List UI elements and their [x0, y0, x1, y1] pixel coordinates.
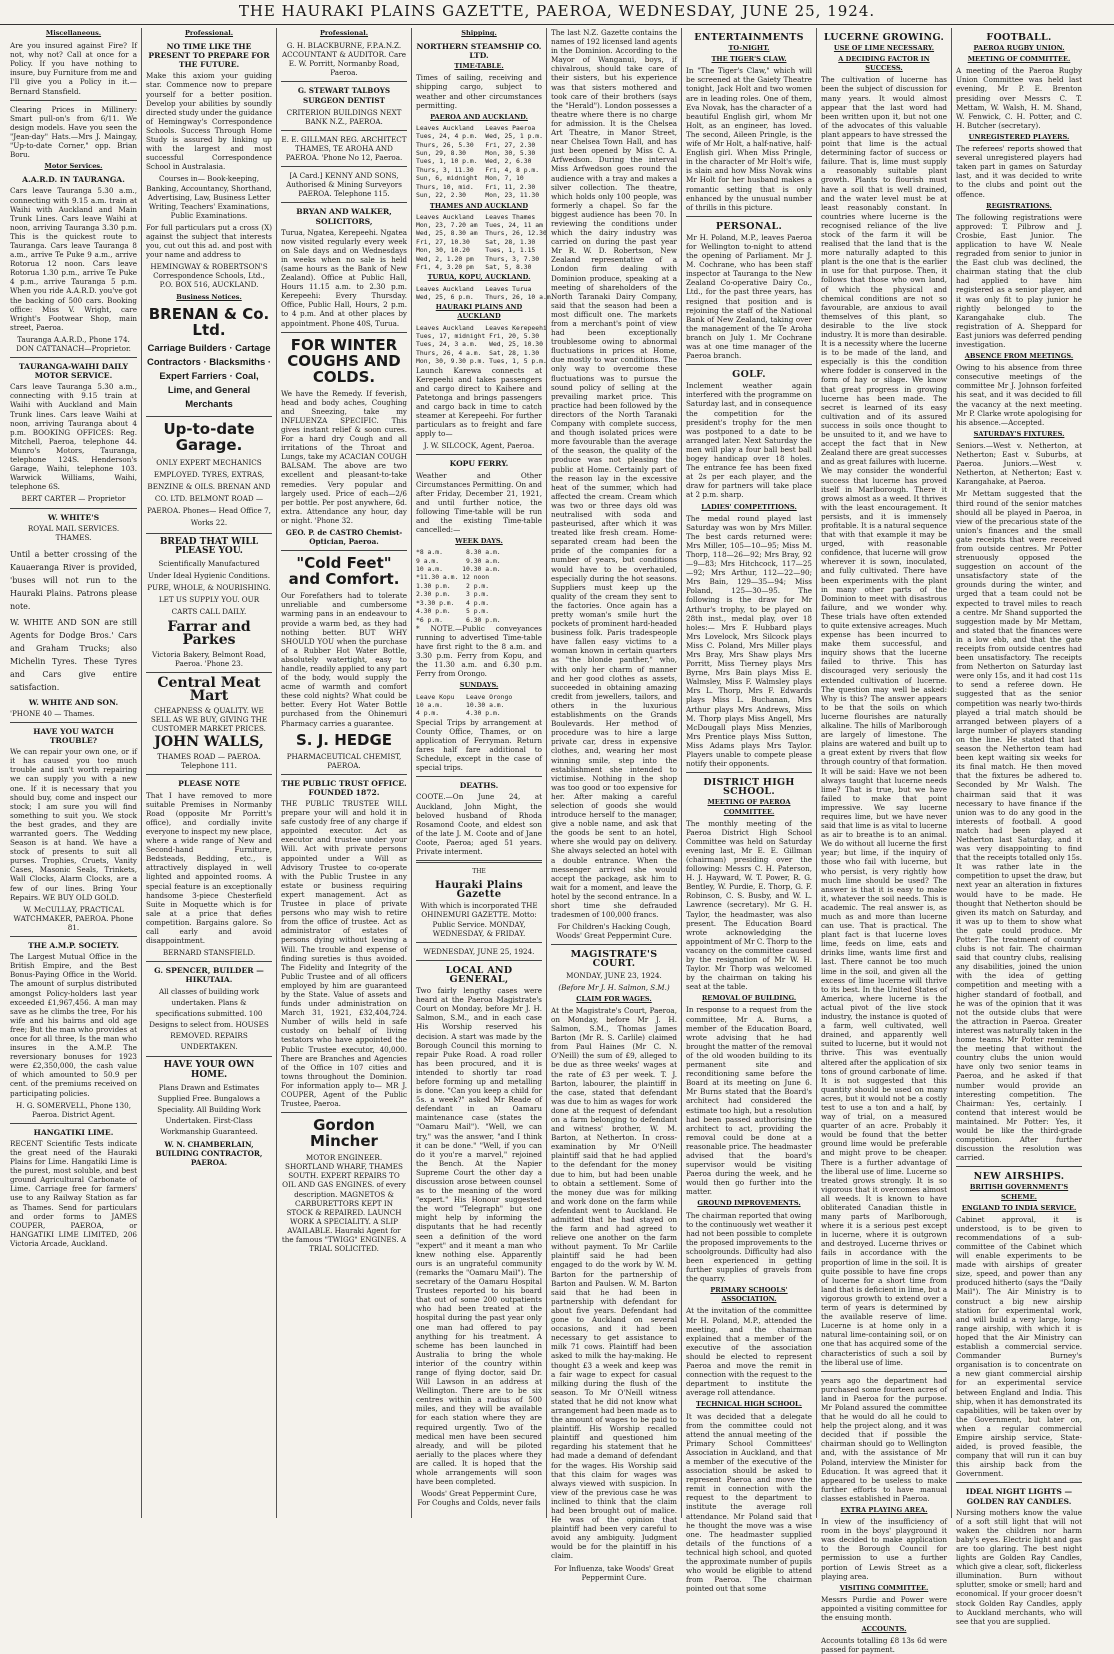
article-body: The following registrations were approved: T. Pilbrow and J. Crosbie, East Junior. The application to have W. Neale regraded from senior to junior in the East club was declined, the chairman stating that the club had applied to have him registered as a senior player, and it was only fit to play junior he rightly belonged to the Karangahake club. The registration of A. Sheppard for East juniors was deferred pending investigation.	[956, 212, 1082, 349]
ad-body: Nursing mothers know the value of a soft still light that will not waken the children nor harm baby's eyes. Electric light and gas are too glaring. The best night lights are Golden Ray Candles, which give a clear, soft, flickerless illumination. Burn without splutter, smoke or smell; hard and economical. If your grocer doesn't stock Golden Ray Candles, apply to Auckland merchants, who will see that you are supplied.	[956, 1507, 1082, 1626]
subheading: MEETING OF COMMITTEE.	[967, 55, 1071, 64]
ad-body: MOTOR ENGINEER. SHORTLAND WHARF, THAMES SOUTH. EXPERT REPAIRS TO OIL AND GAS ENGINES. of every description. MAGNETOS & CARBURETTORS KEPT IN STOCK & REPAIRED. LAUNCH WORK A SPECIALITY. A SLIP AVAILABLE. Hauraki Agent for the famous "TWIGG" ENGINES. A TRIAL SOLICITED.	[281, 1153, 407, 1254]
subheading: HAURAKI PLAINS AND AUCKLAND	[435, 303, 523, 321]
ad-body: For Influenza, take Woods' Great Peppermint Cure.	[554, 1563, 674, 1582]
body-text: Launch Karewa connects at Kerepeehi and takes passengers and cargo direct to Kaihere and Patetonga and brings passengers and cargo back in time to catch steamer at Kerepeehi. For further particulars as to freight and fare apply to—	[416, 365, 542, 439]
subheading: TIME-TABLE.	[454, 62, 504, 71]
section-heading: Professional.	[319, 29, 369, 37]
subheading: PAEROA AND AUCKLAND.	[430, 112, 528, 121]
ad-body: We can repair your own one, or if it has caused you too much trouble and isn't worth repairing we can supply you with a new one. If it is necessary that you should buy, come and inspect our stock; I am sure you will find something to suit you. We stock the best grades, and they are warranted goers. The Wedding Season is at hand. We have a stock of presents to suit all purses. Trophies, Cruets, Vanity Cases, Masonic Seals, Trinkets, Wall Clocks, Alarm Clocks, are a few of our lines. Bring Your Repairs. WE BUY OLD GOLD.	[10, 747, 137, 902]
meat-title: Central Meat Mart	[157, 675, 261, 704]
ad-heading: THE PUBLIC TRUST OFFICE. FOUNDED 1872.	[281, 778, 407, 797]
timetable: Leaves Auckland Leaves Thames Mon, 23, 7.20 am Tues, 24, 11 am Wed, 25, 8.30 am Thurs, 26, 12.30 Fri, 27, 10.30 Sat, 28, 1.30 Mon, 30, 10.20 Tues, 1, 1.15 Wed, 2, 1.20 pm Thurs, 3, 7.30 Fri, 4, 3.20 pm Sat, 5, 8.30	[416, 212, 547, 272]
body-text: * NOTE.—Public conveyances running to advertised Time-table have first right to the 8 a.m. and 3.30 p.m. Ferry from Kopu, and the 11.30 a.m. and 6.30 p.m. Ferry from Orongo.	[416, 623, 542, 679]
article-body: The referees' reports showed that several unregistered players had taken part in games on Saturday last, and it was decided to write to the clubs and point out the offence.	[956, 144, 1082, 199]
ad-body: RECENT Scientific Tests indicate the great need of the Hauraki Plains for Lime. Hangatiki Lime is the purest, most soluble, and best ground Agricultural Carbonate of Lime. Carriage free for farmers' use to any Railway Station as far as Thames. Send for particulars and order forms to JAMES COUPER, PAEROA, or HANGATIKI LIME LIMITED, 206 Victoria Arcade, Auckland.	[10, 1138, 137, 1248]
ad-body: Until a better crossing of the Kauaeranga River is provided, 'buses will not run to the Hauraki Plains. Patrons please note.	[10, 549, 137, 611]
column-8	[951, 28, 1086, 1626]
ad-body: Plans Drawn and Estimates Supplied Free. Bungalows a Speciality. All Building Work Undertaken. First-Class Workmanship Guaranteed.	[157, 1082, 261, 1136]
article-body: The chairman reported that owing to the continuously wet weather it had not been possible to complete the proposed improvements to the schoolgrounds. Difficulty had also been experienced in getting further supplies of gravels from the quarry.	[686, 1210, 812, 1284]
body-text: Weather and Other Circumstances Permitting. On and after Friday, December 21, 1921, and until further notice, the following Time-table will be run and the existing Time-table cancelled:—	[416, 470, 542, 535]
article-subheading: MONDAY, JUNE 23, 1924.	[566, 970, 662, 980]
subheading: TO-NIGHT.	[728, 44, 770, 53]
article-body: Mr H. Poland, M.P., leaves Paeroa for Wellington to-night to attend the opening of Parliament. Mr J. M. Cochrane, who has been staff inspector at Tauranga to the New Zealand Co-operative Dairy Co., Ltd., for the past three years, has resigned that position and is rejoining the staff of the National Bank of New Zealand, taking over the management of the Te Aroha branch on July 1. Mr Cochrane was at one time manager of the Paeroa branch.	[686, 232, 812, 361]
article-heading: LOCAL AND GENERAL,	[445, 964, 513, 985]
subheading: PRIMARY SCHOOLS' ASSOCIATION.	[710, 1286, 788, 1304]
subheading: SUNDAYS.	[459, 681, 499, 690]
subheading: PAEROA RUGBY UNION.	[973, 44, 1065, 53]
millinery-ad: Clearing Prices in Millinery: Smart pull-on's from 6/11. We design models. Have you seen the "Jean-day" Hats.—Mrs J. Maingay, "Up-to-date Corner," opp. Brian Boru.	[10, 104, 137, 160]
article-heading: GOLF.	[732, 369, 766, 381]
paper-title-small: THE	[472, 868, 486, 876]
ad-body: THE PUBLIC TRUSTEE WILL prepare your will and hold it in safe custody free of any charge if appointed executor. Act as executor and trustee under your Will. Act with private persons appointed under a Will as Advisory Trustee to co-operate with the Public Trustee in any estate or business requiring expert management. Act as Trustee in place of private persons who may wish to retire from the office of trustee. Act as administrator of estates of persons dying without leaving a Will. The trouble and expense of finding sureties is thus avoided. The Fidelity and Integrity of the Public Trustee and of all officers employed by him are guaranteed by the State. Value of assets and funds under administration on March 31, 1921, £32,404,724. Number of wills held in safe custody on behalf of living testators who have appointed the Public Trustee executor, 40,000. There are Branches and Agencies of the Office in 107 cities and towns throughout the Dominion. For information apply to— MR J. COUPER, Agent of the Public Trustee, Paeroa.	[281, 799, 407, 1109]
column-1	[6, 28, 141, 1518]
ad-heading: A.A.R.D. IN TAURANGA.	[22, 175, 125, 185]
ad-heading: IDEAL NIGHT LIGHTS — GOLDEN RAY CANDLES.	[965, 1487, 1073, 1506]
subheading: VISITING COMMITTEE.	[839, 1583, 929, 1592]
article-body: In "The Tiger's Claw," which will be screened at the Gaiety Theatre tonight, Jack Holt and two women are in leading roles. One of them, Eva Novak, has the character of a beautiful English girl, whom Mr Holt, as an engineer, has loved. The second, Aileen Pringle, is the wife of Mr Holt, a half-native, half-English girl. When Miss Pringle, in the character of Mr Holt's wife, is slain and how Miss Novak wins Mr Holt for her husband makes a romantic setting that is only enhanced by the unusual number of thrills in this picture.	[686, 66, 812, 212]
section-heading: Shipping.	[461, 29, 497, 37]
article-heading: LUCERNE GROWING.	[823, 32, 945, 43]
ad-heading: NO TIME LIKE THE PRESENT TO PREPARE FOR THE FUTURE.	[148, 42, 270, 70]
ad-heading: BREAD THAT WILL PLEASE YOU.	[159, 536, 259, 556]
article-body: In response to a request from the committee, Mr A. Burns, a member of the Education Board, wrote advising that he had brought the matter of the removal of the old wooden building to its permanent site and reconditioning same before the Board at its meeting on June 6. Mr Burns stated that the Board's architect had considered the estimate too high, but a resolution had been passed authorising the architect to act, providing the removal could be done at a reasonable price. The headmaster advised that the board's supervisor would be visiting Paeroa during the week, and he would then go further into the matter.	[686, 1005, 812, 1197]
ad-subheading: PHARMACEUTICAL CHEMIST, PAEROA.	[286, 751, 402, 770]
ad-body: Victoria Bakery, Belmont Road, Paeroa. 'Phone 23.	[152, 649, 266, 668]
subheading: LADIES' COMPETITIONS.	[701, 502, 797, 511]
subheading: THE TIGER'S CLAW.	[711, 55, 787, 64]
walls-title: JOHN WALLS,	[154, 734, 264, 751]
ad-body: ONLY EXPERT MECHANICS EMPLOYED. TYRES, EXTRAS, BENZINE & OILS. BRENAN AND CO. LTD. BELMONT ROAD — PAEROA. Phones— Head Office 7, Works 22.	[147, 457, 271, 527]
hedge-title: S. J. HEDGE	[295, 730, 393, 749]
ad-body: Courses in— Book-keeping, Banking, Accountancy, Shorthand, Advertising, Law, Business Letter Writing, Teachers' Examinations, Public Examinations.	[146, 174, 272, 220]
section-heading: Professional.	[184, 29, 234, 37]
ad-body: THAMES ROAD — PAEROA. Telephone 111.	[157, 752, 261, 771]
ad-heading: HANGATIKI LIME.	[33, 1127, 114, 1137]
article-heading: PERSONAL.	[715, 220, 783, 232]
ad-heading: W. WHITE AND SON.	[28, 697, 119, 707]
masthead: THE HAURAKI PLAINS GAZETTE, PAEROA, WEDNESDAY, JUNE 25, 1924.	[0, 0, 1114, 25]
card: CRITERION BUILDINGS NEXT BANK N.Z., PAEROA.	[286, 107, 402, 126]
section-heading: Motor Services.	[44, 162, 103, 171]
ad-heading: BRYAN AND WALKER, SOLICITORS,	[296, 207, 392, 226]
article-heading: MAGISTRATE'S COURT.	[570, 949, 658, 970]
ad-signature: J. W. SILCOCK, Agent, Paeroa.	[423, 441, 535, 451]
ad-subheading: ROYAL MAIL SERVICES. THAMES.	[27, 523, 120, 542]
ad-signature: W. N. CHAMBERLAIN, BUILDING CONTRACTOR, PAEROA.	[155, 1139, 263, 1167]
ad-body: 'PHONE 40 — Thames.	[10, 708, 95, 718]
ad-heading: KOPU FERRY.	[449, 459, 509, 469]
subheading: WEEK DAYS.	[455, 537, 503, 546]
ad-body: Cars leave Tauranga 5.30 a.m., connecting with 9.15 a.m. train at Waihi with Auckland and Main Trunk Lines. Cars leave Waihi at noon, arriving Tauranga 3.30 p.m. This is the quickest route to Tauranga. Cars leave Tauranga 8 a.m., arrive Te Puke 9 a.m., arrive Rotorua 12 noon. Cars leave Rotorua 1.30 p.m., arrive Te Puke 4 p.m., arrive Tauranga 5 p.m. When you ride A.A.R.D. you've got the backing of 500 cars. Booking office: Miss V. Wright, care Wright's Footwear Shop, main street, Paeroa.	[10, 186, 137, 332]
subheading: TURUA, KOPU, AUCKLAND.	[427, 273, 531, 282]
column-4	[411, 28, 555, 1518]
timetable: *8 a.m. 8.30 a.m. 9 a.m. 9.30 a.m. 10 a.m. 10.30 a.m. *11.30 a.m. 12 noon 1.30 p.m. 2 p.m. 2.30 p.m. 3 p.m. *3.30 p.m. 4 p.m. 4.30 p.m. 5 p.m. *6 p.m. 6.30 p.m.	[416, 548, 501, 624]
subheading: A DECIDING FACTOR IN SUCCESS.	[838, 55, 930, 73]
mincher-title: Gordon Mincher	[310, 1116, 378, 1151]
ad-body: All classes of building work undertaken. Plans & specifications submitted. 100 Designs to select from. HOUSES REMOVED. REPAIRS UNDERTAKEN.	[149, 987, 269, 1052]
article-heading: FOOTBALL.	[986, 32, 1052, 43]
ad-body: For Children's Hacking Cough, Woods' Great Peppermint Cure.	[556, 922, 672, 941]
article-body: Messrs Purdie and Power were appointed a visiting committee for the ensuing month.	[821, 1594, 947, 1623]
subheading: CLAIM FOR WAGES.	[576, 994, 652, 1003]
paper-title: Hauraki Plains Gazette	[435, 880, 523, 901]
section-heading: Miscellaneous.	[45, 29, 102, 37]
issue-date: WEDNESDAY, JUNE 25, 1924.	[423, 946, 535, 956]
ad-body: For full particulars put a cross (X) against the subject that interests you, cut out this ad. and post with your name and address to	[146, 222, 272, 260]
article-subheading: (Before Mr J. H. Salmon, S.M.)	[558, 982, 670, 992]
ad-signature: GEO. P. de CASTRO Chemist-Optician, Paeroa.	[285, 528, 403, 547]
column-5	[546, 28, 681, 1582]
ad-signature: HEMINGWAY & ROBERTSON'S Correspondence Schools, Ltd., P.O. BOX 516, AUCKLAND.	[150, 262, 268, 290]
ad-signature: BERT CARTER — Proprietor	[21, 494, 126, 504]
farrar-title: Farrar and Parkes	[167, 618, 251, 648]
ad-body: We have the Remedy. If feverish, head and body aches, Coughing and Sneezing, take my INFLUENZA SPECIFIC. This gives instant relief & soon cures. For a hard dry Cough and all irritations of the Throat and Lungs, take my ACACIAN COUGH BALSAM. The above are two excellent and pleasant-to-take remedies. Very popular and largely used. Price of each—2/6 per bottle. Per post anywhere, 6d. extra. Attendance any hour, day or night. 'Phone 32.	[281, 388, 407, 525]
newspaper-columns	[6, 28, 1108, 1654]
article-body: A meeting of the Paeroa Rugby Union Committee was held last evening, Mr P. E. Brenton presiding over Messrs C. T. Mettam, W. Walsh, H. M. Shand, W. Fenwick, C. H. Potter, and C. H. Butcher (secretary).	[956, 66, 1082, 130]
card: E. E. GILLMAN REG. ARCHITECT THAMES, TE AROHA AND PAEROA. 'Phone No 12, Paeroa.	[281, 134, 407, 163]
article-body: At the Magistrate's Court, Paeroa, on Monday, before Mr J. H. Salmon, S.M., Thomas James Barton (Mr R. S. Carlile) claimed from Paul Haines (Mr C. N. O'Neill) the sum of £9, alleged to be due as three weeks' wages at the rate of £3 per week. T. J. Barton, labourer, the plaintiff in the case, stated that defendant was due to him as wages for work done at the request of defendant on a farm belonging to defendant and witness' brother, W. M. Barton, at Netherton. In cross-examination by Mr O'Neill plaintiff said that he had applied to the defendant for the money due to him, but had been unable to obtain a settlement. Some of the money due was for milking and work done on the farm while defendant went to Auckland. He admitted that he had stayed on the farm and had agreed to relieve one another on the farm without payment. To Mr Carlile plaintiff said he had been engaged to do the work by W. M. Barton for the partnership of Barton and Paulsen. W. M. Barton said that he had been in partnership with defendant for about five years. Defendant had gone to Auckland on several occasions, and it had been necessary to get assistance to milk 71 cows. Plaintiff had been asked to milk the hay-making. He thought £3 a week and keep was a fair wage to expect for casual milking during the flush of the season. To Mr O'Neill witness stated that he did not know what arrangement had been made as to the amount of wages to be paid to plaintiff. His Worship recalled plaintiff and questioned him regarding his statement that he had made a demand of defendant for the wages. His Worship said that this claim for wages was always viewed with suspicion. In view of the previous case he was inclined to think that the claim had been brought out of malice. He was of the opinion that plaintiff had been very careful to avoid any ambiguity. Judgment would be for the plaintiff in his claim.	[551, 1005, 677, 1561]
article-body: Inclement weather again interfered with the programme on Saturday last, and in consequence the competition for the president's trophy for the men was postponed to a date to be arranged later. Next Saturday the men will play a four ball best ball bogey handicap over 18 holes. The entrance fee has been fixed at 2s per each player, and the draw for partners will take place at 2 p.m. sharp.	[686, 381, 812, 500]
subheading: THAMES AND AUCKLAND	[429, 201, 529, 210]
article-body: It was decided that a delegate from the committee could not attend the annual meeting of the Primary School Committees' Association in Auckland, and that a member of the executive of the association should be asked to represent Paeroa and move the remit in connection with the request to the department to institute the average roll attendance. Mr Poland said that he thought the move was a wise one. The headmaster supplied details of the functions of a technical high school, and quoted the approximate number of pupils who would be eligible to attend from Paeroa. The chairman pointed out that some	[686, 1411, 812, 1594]
cold-feet-title: "Cold Feet" and Comfort.	[288, 554, 400, 589]
ad-body: Carriage Builders · Cartage Contractors · Blacksmiths · Expert Farriers · Coal, Lime, and General Merchants	[146, 342, 272, 410]
ad-body: CHEAPNESS & QUALITY. WE SELL AS WE BUY, GIVING THE CUSTOMER MARKET PRICES.	[150, 706, 268, 734]
subheading: ENGLAND TO INDIA SERVICE.	[961, 1203, 1077, 1212]
timetable: Leaves Auckland Leaves Paeroa Tues, 24, 4 p.m. Wed, 25, 1 p.m. Thurs, 26, 5.30 Fri, 27, 2.30 Sun, 29, 8.30 Mon, 30, 5.30 Tues, 1, 10 p.m. Wed, 2, 6.30 Thurs, 3, 11.30 Fri, 4, 8 p.m. Sun, 6, midnight Mon, 7, 10 Thurs, 10, mid. Fri, 11, 2.30 Sun, 22, 2.30 Mon, 23, 11.30	[416, 123, 543, 200]
ad-body: Woods' Great Peppermint Cure, For Coughs and Colds, never fails	[417, 1489, 541, 1508]
garage-title: Up-to-date Garage.	[163, 419, 255, 454]
article-body: The monthly meeting of the Paeroa District High School Committee was held on Saturday evening last, Mr E. E. Gillman (chairman) presiding over the following: Messrs C. H. Paterson, H. J. Hayward, W. T. Power, R. G. Bentley, W. Purdie, E. Thorp, G. F. Robinson, C. S. Busby, and W. L. Lawrence (secretary). Mr G. H. Taylor, the headmaster, was also present. The Education Board wrote acknowledging the appointment of Mr C. Thorp to the vacancy on the committee caused by the resignation of Mr W. H. Taylor. Mr Thorp was welcomed by the chairman on taking his seat at the table.	[686, 818, 813, 992]
ad-body: W. WHITE AND SON are still Agents for Dodge Bros.' Cars and Graham Trucks; also Michelin Tyres. These Tyres and Cars give entire satisfaction.	[10, 617, 137, 692]
subheading: USE OF LIME NECESSARY.	[833, 44, 935, 53]
timetable: Leaves Auckland Leaves Turua Wed, 25, 6 p.m. Thurs, 26, 10 a.m.	[416, 284, 555, 301]
article-body: Accounts totalling £8 13s 6d were passed for payment.	[821, 1636, 947, 1654]
subheading: ACCOUNTS.	[861, 1625, 907, 1634]
body-text: COOTE.—On June 24, at Auckland, John Might, the beloved husband of Rhoda Rosamond Coote, and eldest son of the late J. M. Coote and of Jane Coote, Paeroa; aged 51 years. Private interment.	[416, 792, 542, 856]
article-body: years ago the department had purchased some fourteen acres of land in Paeroa for the purpose. Mr Poland assured the committee that he would do all he could to help the project along, and it was decided that if possible the chairman should go to Wellington and, with the assistance of Mr Poland, interview the Minister for Education. It was agreed that it appeared to be useless to make further efforts to have manual classes established in Paeroa.	[821, 1375, 947, 1503]
ad-body: That I have removed to more suitable Premises in Normanby Road (opposite Mr Porritt's office), and cordially invite everyone to inspect my new place, where a wide range of New and Second-hand Furniture, Bedsteads, Bedding, etc., is attractively displayed in well lighted and appointed rooms. A special feature is an exceptionally handsome 3-piece Chesterfield Suite in Moquette which is for sale at a price that defies competition. Bargains galore. So call early and avoid disappointment.	[146, 790, 272, 946]
body-text: Times of sailing, receiving and shipping cargo, subject to weather and other circumstances permitting.	[416, 73, 542, 110]
column-2	[141, 28, 276, 1518]
column-7	[816, 28, 951, 1654]
article-body: Seniors.—West v. Netherton, at Netherton; East v. Suburbs, at Paeroa. Juniors.—West v. Netherton, at Netherton; East v. Karangahake, at Paeroa.	[956, 440, 1082, 487]
card: G. STEWART TALBOYS SURGEON DENTIST	[297, 86, 391, 105]
article-heading: DISTRICT HIGH SCHOOL.	[703, 777, 795, 798]
ad-signature: H. G. SOMERVELL, Phone 130, Paeroa. District Agent.	[16, 1100, 131, 1119]
subheading: UNREGISTERED PLAYERS.	[968, 132, 1070, 141]
ad-signature: Tauranga A.A.R.D., Phone 174. DON CATTANACH—Proprietor.	[16, 334, 131, 353]
ad-body: Our Forefathers had to tolerate unreliable and cumbersome warming pans in an endeavour to provide a warm bed, as they had nothing better. BUT WHY SHOULD YOU when the purchase of a Rubber Hot Water Bottle, absolutely watertight, easy to handle, readily applied to any part of the body, would supply the acme of warmth and comfort these cold nights? What could be better. Every Hot Water Bottle purchased from the Ohinemuri Pharmacy carries a guarantee.	[281, 591, 407, 728]
ad-body: Make this axiom your guiding star. Commence now to prepare yourself for a better position. Develop your abilities by soundly directed study under the guidance of Hemingway's Correspondence Schools. Success Through Home Study is assured by linking up with the largest and most successful Correspondence School in Australasia.	[146, 71, 273, 172]
subheading: SATURDAY'S FIXTURES.	[973, 429, 1065, 438]
article-body: Owing to his absence from three consecutive meetings of the committee Mr J. Johnson forfeited his seat, and it was decided to fill the vacancy at the next meeting. Mr P. Clarke wrote apologising for his absence.—Accepted.	[956, 363, 1082, 427]
ad-signature: W. McCULLAY, PRACTICAL WATCHMAKER, PAEROA. Phone 81.	[13, 904, 134, 932]
subheading: ABSENCE FROM MEETINGS.	[964, 352, 1074, 361]
insurance-ad: Are you insured against Fire? If not, why not? Call at once for a Policy. If you have nothing to insure, buy Furniture from me and I'll give you a Policy in it.—Bernard Stansfield.	[10, 41, 137, 96]
card: G. H. BLACKBURNE, F.P.A.N.Z. ACCOUNTANT & AUDITOR. Care E. W. Porritt, Normanby Road, Paeroa.	[281, 41, 407, 78]
article-body: The last N.Z. Gazette contains the names of 192 licensed land agents in the Dominion. According to the Mayor of Wanganui, boys, if chivalrous, should take care of their sisters, but his experience was that sisters mothered and took care of their brothers (says the "Herald"). London possesses a theatre where there is no charge for admission. It is the Chelsea Art Theatre, in Manor Street, near Chelsea Town Hall, and has just been opened by Miss C. A. Arfwedson. During the interval Miss Arfwedson goes round the audience with a tray and makes a silver collection. The theatre, which holds only 100 people, was formerly a chapel. So far the biggest audience has been 70. In reviewing the conditions under which the dairy industry was carried on during the past year Mr R. W. D. Robertson, New Zealand representative of a London firm dealing with Dominion produce, speaking at a meeting of shareholders of the North Taranaki Dairy Company, said that the season had been a most difficult one. The markets from a merchant's point of view had been exceptionally troublesome owing to abnormal fluctuations in prices at Home, due mostly to war conditions. The only way to overcome these fluctuations was to pursue the sound policy of selling at the prevailing market price. This practice had been followed by the directors of the North Taranaki Company with complete success, and though isolated prices were more favourable than the average of the season, the quality of the produce was not pleasing the public at Home. Certainly part of the reason lay in the excessive heat of the summer, which had affected the cream. Cream which was two or three days old was neutralised with soda and pasteurised, after which it was treated like fresh cream. Home-separated cream had been the pride of the companies for a number of years, but conditions would have to be overhauled, especially during the hot seasons. Suppliers must keep up the quality of the cream they sent to the factories. Once again has a pretty woman's smile hurt the pockets of prominent hard-headed business folk. Paris tradespeople have fallen easy victims to a woman known in certain quarters as "the blonde panther," who, with only her charm of manner and her good clothes as assets, succeeded in obtaining amazing credit from jewellers, tailors, and others in the luxurious establishments on the Grands Boulevards. Her method of procedure was to hire a large private car, dress in expensive clothes, and, wearing her most winning smile, step into the establishment she intended to victimise. Nothing in the shop was too good or too expensive for her. After making a careful selection of goods she would introduce herself to the manager, give a noble name, and ask that the goods be sent to an hotel, where she would pay on delivery. She always selected an hotel with a double entrance. When the messenger arrived she would accept the package, ask him to wait for a moment, and leave the hotel by the second entrance. In a short time she defrauded tradesmen of 100,000 francs.	[551, 28, 678, 920]
body-text: Special Trips by arrangement at County Office, Thames, or on application of Ferryman. Return fares half fare additional to Schedule, except in the case of special trips.	[416, 717, 542, 773]
ad-signature: BERNARD STANSFIELD.	[162, 948, 256, 958]
article-body: Cabinet approval, it is understood, is to be given to recommendations of a sub-committee of the Cabinet which will enable experiments to be made with airships of greater size, speed, and power than any produced hitherto (says the "Daily Mail"). The Air Ministry is to construct a big new airship station for experimental work, and will build a very large, long-range airship, with which it is hoped that the Air Ministry can establish a commercial service. Commander Burney's organisation is to concentrate on a new giant commercial airship for an experimental service between England and India. This ship, when it has demonstrated its capabilities, will be taken over by the Government, but later on, when a regular commercial Empire airship service, State-aided, is proved feasible, the company that will run it can buy this airship back from the Government.	[956, 1214, 1082, 1479]
subheading: REMOVAL OF BUILDING.	[701, 994, 797, 1003]
subheading: BRITISH GOVERNMENT'S SCHEME.	[969, 1183, 1069, 1201]
ad-heading: DEATHS.	[459, 781, 499, 791]
ad-heading: W. WHITE'S	[47, 512, 100, 522]
article-heading: NEW AIRSHIPS.	[973, 1171, 1065, 1183]
subheading: EXTRA PLAYING AREA.	[840, 1506, 928, 1514]
paper-subtitle: With which is incorporated THE OHINEMURI GAZETTE. Motto: Public Service. MONDAY, WEDNESDAY, & FRIDAY.	[420, 901, 538, 938]
subheading: REGISTRATIONS.	[986, 201, 1052, 210]
subheading: GROUND IMPROVEMENTS.	[697, 1199, 801, 1208]
column-6	[681, 28, 816, 1594]
article-body: The medal round played last Saturday was won by Mrs Miller. The best cards returned were: Mrs Miller, 105—10—95; Miss M. Thorp, 118—26—92; Mrs Bray, 92—9—83; Mrs Hitchcock, 117—25—92; Mrs Arthur, 112—22—90; Mrs Bain, 129—35—94; Miss Poland, 125—30—95. The following is the draw for Mr Arthur's trophy, to be played on 28th inst., medal play, over 18 holes:— Mrs F. Hubbard plays Mrs Lovelock, Mrs Silcock plays Miss C. Poland, Mrs Miller plays Mrs Bray, Mrs Shaw plays Mrs Porritt, Miss Tierney plays Mrs Byrne, Mrs Bain plays Miss E. Walmsley, Miss F. Walmsley plays Mrs L. Thorp, Mrs F. Edwards plays Miss L. Buchanan, Mrs Arthur plays Mrs Andrews, Miss M. Thorp plays Miss Angell, Mrs McDougall plays Miss Menzies, Mrs Prentice plays Miss Sutton, Miss Adams plays Mrs Taylor. Players unable to compete please notify their opponents.	[686, 513, 812, 769]
ad-body: Scientifically Manufactured Under Ideal Hygienic Conditions. PURE, WHOLE, & NOURISHING. LET US SUPPLY YOU. OUR CARTS CALL DAILY.	[147, 558, 271, 616]
timetable: Leave Kopu Leave Orongo 10 a.m. 10.30 a.m. 4 p.m. 4.30 p.m.	[416, 692, 513, 718]
article-body: Two fairly lengthy cases were heard at the Paeroa Magistrate's Court on Monday, before Mr J. H. Salmon, S.M., and in each case His Worship reserved his decision. A start was made by the Borough Council this morning to repair Puke Road. A road roller has been procured, and it is intended to shortly tar road before forming up and metalling is done. "Can you keep a child for 5s. a week?" asked Mr Reade of defendant in an Oamaru maintenance case (states the "Oamaru Mail"). "Well, we can try," was the answer, "and I think it can be done." "Well, if you can do it you're a marvel," rejoined the Bench. At the Napier Supreme Court the other day a discussion arose between counsel as to the meaning of the word "expert." His Honour suggested the word "Telegraph" but one might help by informing the disputants that he had recently seen a definition of the word "expert" and it meant a man who knew nothing else. Apparently ours is an ungrateful community (remarks the "Oamaru Mail"). The secretary of the Oamaru Hospital Trustees reported to his board that out of some 200 outpatients who had been treated at the hospital during the past year only one man had offered to pay anything for his treatment. A scheme has been launched in Australia to bring the whole interior of the country within range of flying doctor, said Dr. Will Lawson in an address at Wellington. There are to be six centres within a radius of 500 miles, and they will be available for each station where they are required urgently. Two of the medical men have been secured already, and will be piloted aerially to the places where they are called. It is hoped that the whole arrangements will soon have been completed.	[416, 986, 542, 1487]
article-body: Mr Mettam suggested that the third round of the senior matches should all be played in Paeroa, in view of the precarious state of the union's finances and the small gate receipts that were received from outside centres. Mr Potter strenuously opposed the suggestion on account of the unsatisfactory state of the grounds during the winter, and urged that a team could not be expected to travel miles to reach a centre. Mr Shand supported the suggestion made by Mr Mettam, and stated that the finances were in a low ebb, and that the gate receipts from outside centres had been unsatisfactory. The receipts from Netherton on Saturday last were only 15s, and it had cost 11s to send a referee down. He suggested that as the senior competition was nearly two-thirds played a trial match should be arranged between players of a large number of players standing on the line. He stated that last season the Netherton team had been kept waiting six weeks for its final match. He then moved that the fixtures be adhered to. Seconded by Mr Walsh. The chairman said that it was necessary to have finance if the union was to do any good in the interests of football. A good match had been played at Netherton last Saturday, and it was very disappointing to find that the receipts totalled only 15s. It was rather late in the competition to upset the draw, but next year an alteration in fixtures would have to be made. He thought that Netherton should be given its match on Saturday, and it was up to them to show what the gate could produce. Mr Potter: The treatment of country clubs is not fair. The chairman said that country clubs, realising any disabilities, joined the union with the idea of getting competition and meeting with a higher standard of football, and he was of the opinion that it was not the outside clubs that were the attraction in Paeroa. Greater interest was naturally taken in the home teams. Mr Potter reminded the meeting that without the country clubs the union would have only two senior teams in Paeroa, and he asked if that number would provide an interesting competition. The Chairman: Yes, certainly. I contend that interest would be maintained. Mr Potter: Yes, it would be like the third-grade competition. After further discussion the resolution was carried.	[956, 489, 1082, 1163]
ad-heading: PLEASE NOTE	[178, 779, 240, 789]
ad-heading: HAVE YOU WATCH TROUBLE?	[33, 726, 114, 746]
card: [A Card.] KENNY AND SONS, Authorised & Mining Surveyors PAEROA. Telephone 115.	[286, 171, 402, 199]
column-3	[276, 28, 411, 1518]
ad-heading: G. SPENCER, BUILDER — HIKUTAIA.	[154, 966, 264, 985]
ad-body: Turua, Ngatea, Kerepeehi. Ngatea now visited regularly every week on Sale days and on Wednesdays in weeks when no sale is held (same hours as the Bank of New Zealand). Office at Public Hall, Hours 11.15 a.m. to 2.30 p.m. Kerepeehi: Every Thursday. Office, Public Hall, Hours, 2 p.m. to 4 p.m. And at other places by appointment. Phone 40S, Turua.	[281, 227, 407, 328]
article-heading: ENTERTAINMENTS	[694, 32, 804, 43]
article-body: The cultivation of lucerne has been the subject of discussion for many years. It would almost appear that the last word had been written upon it, but not one of the advocates of this valuable plant appears to have stressed the point that lime is the actual determining factor of success or failure. That is, lime must supply a reasonably suitable plant growth. Plants to flourish must have a soil that is well drained, and the water level must be at least reasonably constant. In countries where lucerne is the recognised reliance of the live stock of the farm it will be realised that the land that is the more naturally adapted to this plant is the one that is the earlier in use for that purpose. Then, it follows that those who own land, of which the physical and chemical conditions are not so favourable, are anxious to avail themselves of this plant, so desirable to the live stock industry. It is more than desirable. It is a necessity where the lucerne is to be made of the land, and especially is this the condition where fodder is conserved in the form of hay or silage. We know that great progress in growing lucerne has been made. The secret is learned of its easy cultivation and of its assured success in soils once thought to be unsuited to it, and we have to accept the fact that in New Zealand there are great successes and as great failures with lucerne. We may consider the wonderful success that lucerne has proved itself in Marlborough. There it grows almost as a weed. It thrives with the least encouragement. It persists, and it is immensely profitable. It is a natural sequence that with that example it may be urged, with reasonable confidence, that lucerne will grow wherever it is sown, inoculated, and fully cultivated. There have been experiments with the plant in many other parts of the Dominion to meet with disastrous failure, and we wonder why. These trials have often extended to quite extensive acreages. Much expense has been incurred to make them successful, and inquiry shows that the lucerne failed to thrive. This has discouraged very seriously the extended cultivation of lucerne. The question may well be asked: Why is this? The answer appears to be that the soils on which lucerne flourishes are naturally alkaline. The hills of Marlborough are largely of limestone. The plains are watered and built up to a great extent by rivers that flow through country of that formation. It will be said: Have we not been always taught that lucerne needs lime? That is true, but we have failed to make that point impressive. We say lucerne requires lime, but we have never said that lime is as vital to lucerne as air to breathe is to an animal. We do without all lucerne the first year; but lime, if the inquiry of those who fail with lucerne, but who persist, is very rightly how much lime should be used? The answer is that it is easy to make it, whatever the soil needs. This is academic. The real answer is, as much as and more than lucerne can use. That is practical. The plant fact is that lucerne loves lime, feeds on lime, eats and drinks lime, wants lime first and last. There cannot be too much lime in the soil, and given all the excess of lime lucerne will thrive to its best. In the United States of America, where lucerne is the actual pivot of the live stock industry, the instance is quoted of a farm, well cultivated, well drained, and apparently well suited to lucerne, but it would not thrive. This was eventually altered after the application of six tons of ground carbonate of lime. It is not suggested that this quantity should be used on many acres, but it would not be a costly test to use a ton and a half, by way of trial, on a measured quarter of an acre. Probably it would be found that the better ground lime would be preferable and might prove to be cheaper. There is a further advantage of the liberal use of lime. Lucerne so treated grows strongly. It is so vigorous that it overcomes almost all weeds. It is known to have obliterated Canadian thistle in many parts of Marlborough, where it is a serious pest except in lucerne, where it is outgrown and destroyed. Lucerne thrives or fails in accordance with the proportion of lime in the soil. It is quite possible to have fine crops of lucerne for a short time from land that is deficient in lime, but a vigorous growth to extend over a term of years is determined by the available reserve of lime. Lucerne is at home only in a natural lime-containing soil, or on one that has acquired some of the characteristics of such a soil by the liberal use of lime.	[821, 75, 947, 1367]
subheading: MEETING OF PAEROA COMMITTEE.	[707, 798, 791, 816]
article-body: In view of the insufficiency of room in the boys' playground it was decided to make application to the Borough Council for permission to use a further portion of Lewis Street as a playing area.	[821, 1517, 947, 1581]
ad-heading: THE A.M.P. SOCIETY.	[28, 941, 119, 951]
winter-title: FOR WINTER COUGHS AND COLDS.	[287, 335, 401, 386]
section-heading: Business Notices.	[176, 292, 242, 301]
subheading: TECHNICAL HIGH SCHOOL.	[696, 1400, 802, 1409]
timetable: Leaves Auckland Leaves Kerepeehi Tues, 17, midnight Fri, 20, 5.30 Tues, 24, 3 a.m. Wed, 25, 10.30 Thurs, 26, 4 a.m. Sat, 28, 1.30 Mon, 30, 9.30 p.m. Tues, 1, 5 p.m.	[416, 323, 547, 366]
ad-heading: NORTHERN STEAMSHIP CO. LTD.	[416, 42, 542, 61]
ad-heading: HAVE YOUR OWN HOME.	[163, 1060, 255, 1080]
ad-body: The Largest Mutual Office in the British Empire, and the Best Bonus-Paying Office in the World. The amount of surplus distributed amongst Policy-holders last year exceeded £1,967,456. A man may save as he climbs the tree, For his wife and his bairns and old age free; But the man who provides at once for all three, Is the man who insures in the A.M.P. The reversionary bonuses for 1923 were £2,350,000, the cash value of which amounted to 50.9 per cent. of the premiums received on participating policies.	[10, 952, 137, 1098]
ad-heading: TAURANGA-WAIHI DAILY MOTOR SERVICE.	[18, 362, 129, 381]
article-body: At the invitation of the committee Mr H. Poland, M.P., attended the meeting, and the chairman explained that a member of the executive of the association should be elected to represent Paeroa and move the remit in connection with the request to the department to institute the average roll attendance.	[686, 1306, 812, 1398]
ad-body: Cars leave Tauranga 5.30 a.m., connecting with 9.15 train at Waihi with Auckland and Main Trunk lines. Cars leave Waihi at noon, arriving Tauranga about 4 p.m. BOOKING OFFICES: Reg. Mitchell, Paeroa, telephone 44. Munro's Motors, Tauranga, telephone 124S. Henderson's Garage, Waihi, telephone 103. Warwick Williams, Waihi, telephone 6S.	[10, 382, 137, 492]
brenan-title: BRENAN & Co. Ltd.	[148, 304, 270, 339]
